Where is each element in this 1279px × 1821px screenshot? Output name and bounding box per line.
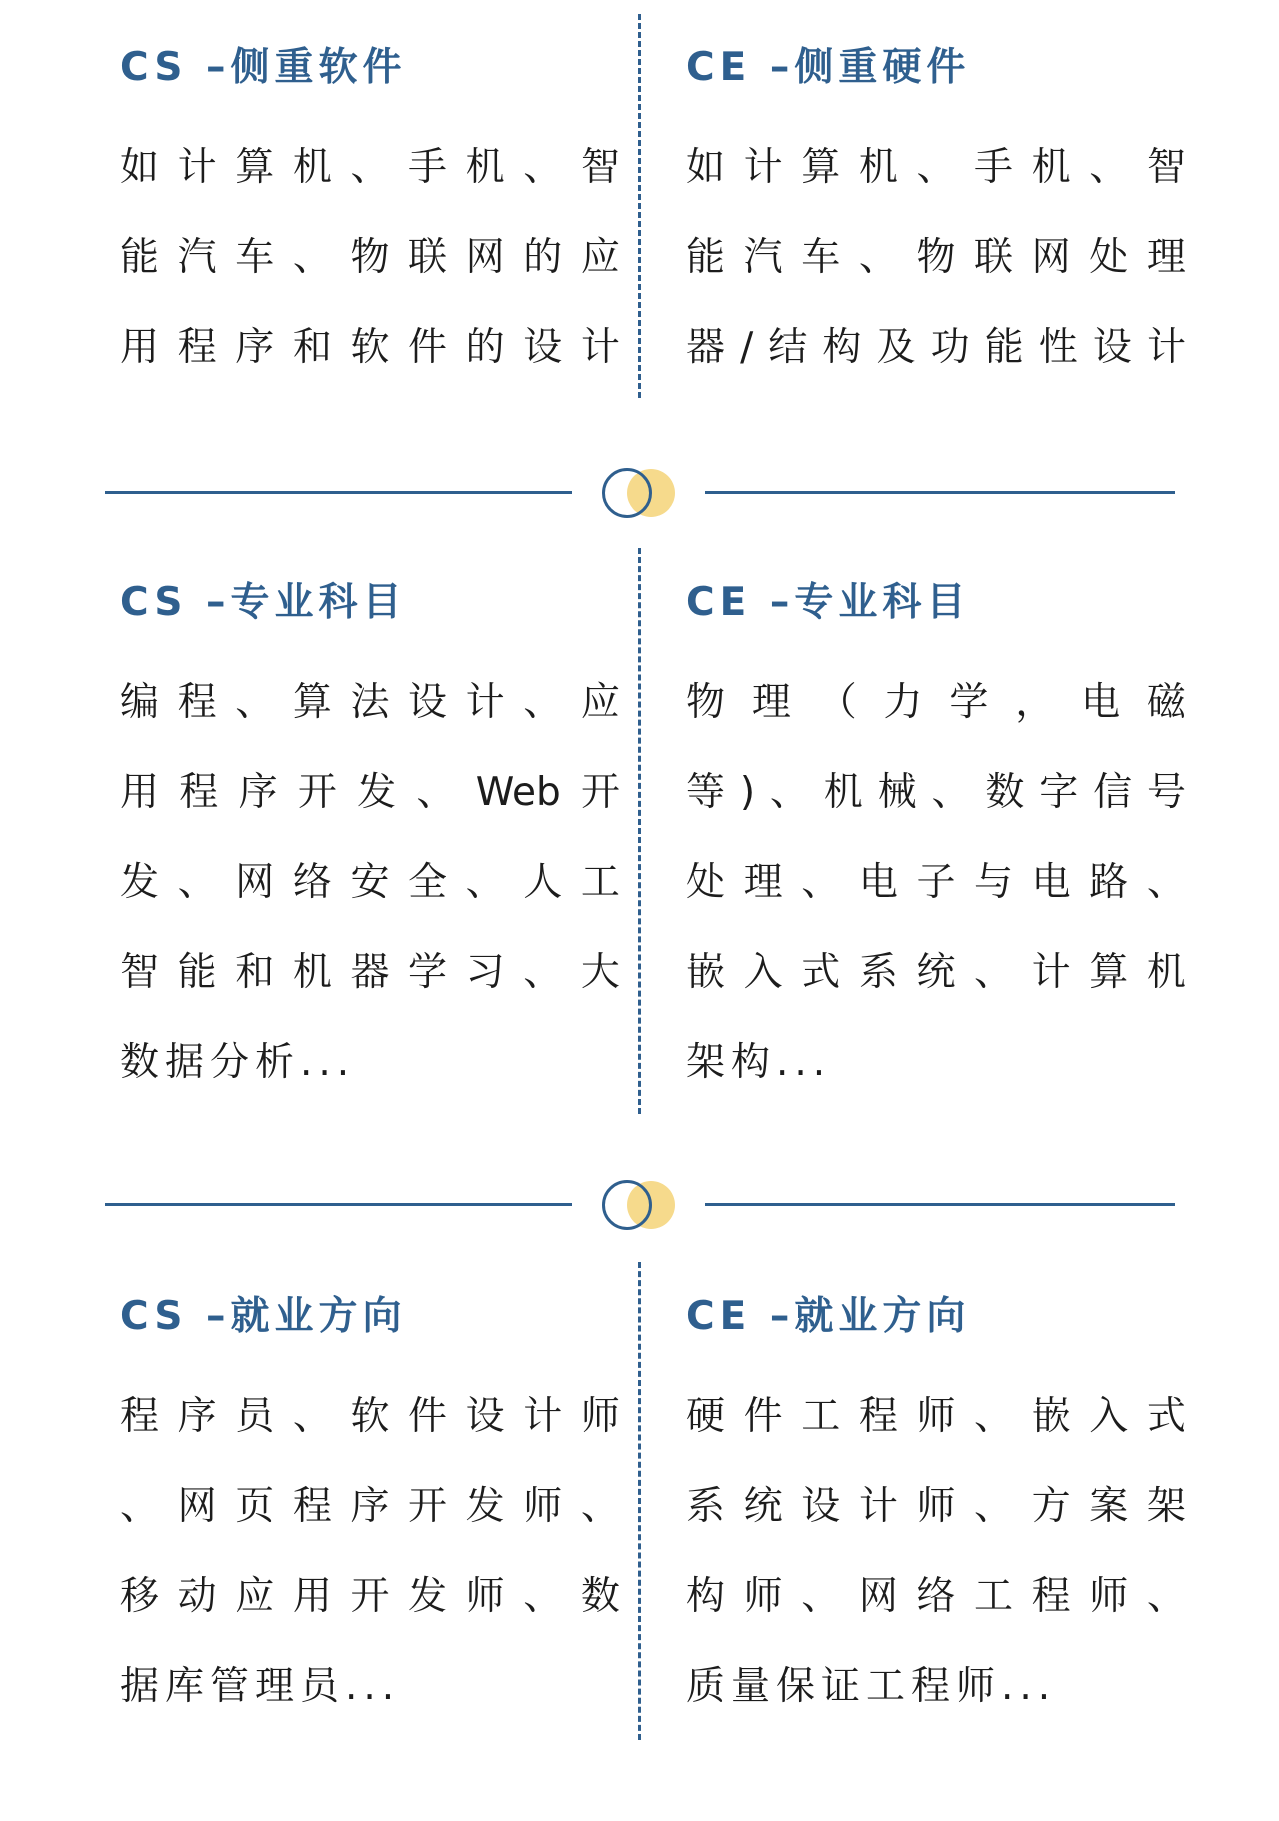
text-glyph: 计 xyxy=(1031,950,1071,995)
ce-careers-text xyxy=(686,1372,1186,1732)
text-glyph: 构 xyxy=(822,325,862,370)
text-glyph: 网 xyxy=(1031,235,1071,280)
cs-careers-column xyxy=(120,1294,620,1732)
ce-careers-heading: CE –就业方向 xyxy=(686,1294,971,1339)
text-glyph: 电 xyxy=(1031,860,1071,905)
text-glyph: 、 xyxy=(177,860,217,905)
text-glyph: 师 xyxy=(1089,1574,1129,1619)
text-glyph: 能 xyxy=(984,325,1024,370)
text-glyph: 力 xyxy=(883,680,923,725)
text-glyph: 、 xyxy=(350,145,390,190)
text-line xyxy=(686,1372,1186,1462)
divider-ring-icon xyxy=(602,1180,652,1230)
text-glyph: 机 xyxy=(1146,950,1186,995)
text-glyph: 发 xyxy=(465,1484,505,1529)
text-line xyxy=(686,303,1186,393)
text-glyph: 人 xyxy=(523,860,563,905)
text-glyph: 、 xyxy=(801,860,841,905)
text-glyph: 等 xyxy=(686,770,726,815)
text-glyph: 大 xyxy=(580,950,620,995)
text-glyph: 物 xyxy=(686,680,726,725)
cs-focus-column xyxy=(120,45,620,393)
text-glyph: 计 xyxy=(858,1484,898,1529)
text-glyph: 、 xyxy=(974,1484,1014,1529)
divider-rule-left xyxy=(105,1203,572,1206)
text-glyph: 路 xyxy=(1089,860,1129,905)
text-line: 质量保证工程师... xyxy=(686,1664,1057,1709)
ce-careers-column xyxy=(686,1294,1186,1732)
column-divider-dashed xyxy=(638,1262,641,1740)
cs-careers-heading: CS –就业方向 xyxy=(120,1294,407,1339)
text-glyph: 程 xyxy=(1031,1574,1071,1619)
text-glyph: 软 xyxy=(350,1394,390,1439)
text-glyph: 机 xyxy=(292,145,332,190)
text-glyph: 、 xyxy=(292,235,332,280)
text-glyph: 计 xyxy=(523,1394,563,1439)
text-glyph: 、 xyxy=(523,1574,563,1619)
text-glyph: 机 xyxy=(858,145,898,190)
text-glyph: 计 xyxy=(1146,325,1186,370)
text-glyph: 计 xyxy=(580,325,620,370)
text-glyph: 发 xyxy=(408,1574,448,1619)
text-glyph: 智 xyxy=(120,950,160,995)
text-glyph: 如 xyxy=(120,145,160,190)
text-glyph: 和 xyxy=(235,950,275,995)
text-glyph: 数 xyxy=(985,770,1025,815)
text-glyph: 车 xyxy=(801,235,841,280)
divider-rule-right xyxy=(705,1203,1175,1206)
text-glyph: 用 xyxy=(120,770,160,815)
text-glyph: 、 xyxy=(523,680,563,725)
text-glyph: 件 xyxy=(408,1394,448,1439)
text-glyph: 程 xyxy=(858,1394,898,1439)
section-divider xyxy=(0,462,1279,522)
text-glyph: 络 xyxy=(916,1574,956,1619)
text-glyph: 、 xyxy=(416,770,456,815)
text-glyph: 联 xyxy=(408,235,448,280)
divider-rule-left xyxy=(105,491,572,494)
text-glyph: 系 xyxy=(686,1484,726,1529)
text-glyph: 功 xyxy=(930,325,970,370)
text-glyph: 能 xyxy=(120,235,160,280)
text-glyph: 数 xyxy=(580,1574,620,1619)
text-glyph: 案 xyxy=(1089,1484,1129,1529)
text-glyph: 安 xyxy=(350,860,390,905)
text-glyph: 性 xyxy=(1038,325,1078,370)
text-glyph: 开 xyxy=(408,1484,448,1529)
text-glyph: 动 xyxy=(177,1574,217,1619)
text-glyph: 器 xyxy=(350,950,390,995)
text-line xyxy=(686,213,1186,303)
text-glyph: 发 xyxy=(357,770,397,815)
text-glyph: 如 xyxy=(686,145,726,190)
text-glyph: 全 xyxy=(408,860,448,905)
text-glyph: 设 xyxy=(801,1484,841,1529)
text-glyph: （ xyxy=(817,680,857,725)
text-glyph: 程 xyxy=(177,680,217,725)
text-glyph: 、 xyxy=(974,950,1014,995)
text-glyph: 设 xyxy=(408,680,448,725)
text-glyph: 、 xyxy=(916,145,956,190)
text-line xyxy=(120,123,620,213)
section-divider xyxy=(0,1174,1279,1234)
text-glyph: 机 xyxy=(823,770,863,815)
text-glyph: 算 xyxy=(292,680,332,725)
text-line: 数据分析... xyxy=(120,1040,356,1085)
text-glyph: 、 xyxy=(235,680,275,725)
cs-courses-heading: CS –专业科目 xyxy=(120,580,407,625)
text-glyph: 入 xyxy=(1089,1394,1129,1439)
text-glyph: 的 xyxy=(465,325,505,370)
text-glyph: 、 xyxy=(523,950,563,995)
text-glyph: 计 xyxy=(465,680,505,725)
text-glyph: 统 xyxy=(743,1484,783,1529)
text-glyph: 师 xyxy=(523,1484,563,1529)
text-line xyxy=(120,303,620,393)
divider-ring-icon xyxy=(602,468,652,518)
text-glyph: 机 xyxy=(292,950,332,995)
text-glyph: 算 xyxy=(1089,950,1129,995)
text-glyph: 程 xyxy=(120,1394,160,1439)
cs-courses-column xyxy=(120,580,620,1108)
text-glyph: 师 xyxy=(916,1484,956,1529)
text-glyph: 程 xyxy=(292,1484,332,1529)
text-line xyxy=(686,658,1186,748)
text-line xyxy=(120,658,620,748)
text-glyph: 、 xyxy=(974,1394,1014,1439)
text-line xyxy=(120,748,620,838)
text-glyph: 应 xyxy=(235,1574,275,1619)
text-glyph: 手 xyxy=(974,145,1014,190)
text-glyph: 及 xyxy=(876,325,916,370)
text-glyph: / xyxy=(740,325,754,370)
text-glyph: 、 xyxy=(801,1574,841,1619)
text-glyph: 程 xyxy=(177,325,217,370)
text-glyph: 学 xyxy=(408,950,448,995)
text-line xyxy=(686,928,1186,1018)
text-line xyxy=(686,1462,1186,1552)
text-glyph: 、 xyxy=(580,1484,620,1529)
text-glyph: 入 xyxy=(743,950,783,995)
text-glyph: 统 xyxy=(916,950,956,995)
text-glyph: 、 xyxy=(523,145,563,190)
text-glyph: 、 xyxy=(120,1484,160,1529)
text-glyph: 编 xyxy=(120,680,160,725)
text-line xyxy=(120,928,620,1018)
text-glyph: 计 xyxy=(177,145,217,190)
text-glyph: 设 xyxy=(523,325,563,370)
text-glyph: 理 xyxy=(1146,235,1186,280)
text-glyph: 物 xyxy=(916,235,956,280)
text-glyph: 用 xyxy=(120,325,160,370)
text-glyph: 智 xyxy=(1146,145,1186,190)
column-divider-dashed xyxy=(638,14,641,398)
text-line xyxy=(686,838,1186,928)
text-glyph: 页 xyxy=(235,1484,275,1529)
text-glyph: 网 xyxy=(858,1574,898,1619)
text-glyph: 方 xyxy=(1031,1484,1071,1529)
text-glyph: ， xyxy=(1015,680,1055,725)
text-glyph: 架 xyxy=(1146,1484,1186,1529)
cs-focus-heading: CS –侧重软件 xyxy=(120,45,407,90)
text-glyph: 网 xyxy=(235,860,275,905)
text-glyph: 物 xyxy=(350,235,390,280)
text-glyph: 和 xyxy=(292,325,332,370)
text-glyph: 工 xyxy=(974,1574,1014,1619)
text-glyph: 学 xyxy=(949,680,989,725)
text-glyph: 软 xyxy=(350,325,390,370)
text-glyph: 车 xyxy=(235,235,275,280)
text-glyph: 序 xyxy=(235,325,275,370)
ce-focus-text xyxy=(686,123,1186,393)
text-glyph: 网 xyxy=(465,235,505,280)
text-glyph: 算 xyxy=(801,145,841,190)
text-glyph: 电 xyxy=(1081,680,1121,725)
text-glyph: 设 xyxy=(1092,325,1132,370)
text-glyph: 工 xyxy=(580,860,620,905)
text-glyph: 嵌 xyxy=(1031,1394,1071,1439)
text-glyph: 师 xyxy=(580,1394,620,1439)
cs-careers-text xyxy=(120,1372,620,1732)
text-glyph: 、 xyxy=(931,770,971,815)
text-glyph: 、 xyxy=(292,1394,332,1439)
text-glyph: Web xyxy=(475,770,561,815)
text-glyph: 手 xyxy=(408,145,448,190)
text-glyph: 理 xyxy=(751,680,791,725)
ce-courses-heading: CE –专业科目 xyxy=(686,580,971,625)
text-glyph: 信 xyxy=(1093,770,1133,815)
text-glyph: 机 xyxy=(1031,145,1071,190)
text-line xyxy=(120,1462,620,1552)
text-glyph: 字 xyxy=(1039,770,1079,815)
text-glyph: 师 xyxy=(743,1574,783,1619)
text-glyph: 师 xyxy=(916,1394,956,1439)
text-line xyxy=(686,123,1186,213)
text-glyph: 器 xyxy=(686,325,726,370)
text-glyph: 机 xyxy=(465,145,505,190)
text-glyph: 号 xyxy=(1146,770,1186,815)
text-line xyxy=(686,748,1186,838)
text-glyph: 联 xyxy=(974,235,1014,280)
text-glyph: 网 xyxy=(177,1484,217,1529)
text-glyph: 程 xyxy=(179,770,219,815)
text-glyph: 发 xyxy=(120,860,160,905)
text-line xyxy=(120,1552,620,1642)
text-line: 架构... xyxy=(686,1040,832,1085)
text-glyph: 应 xyxy=(580,235,620,280)
text-glyph: 计 xyxy=(743,145,783,190)
ce-focus-column xyxy=(686,45,1186,393)
ce-courses-text xyxy=(686,658,1186,1108)
text-glyph: 、 xyxy=(1146,1574,1186,1619)
text-glyph: 嵌 xyxy=(686,950,726,995)
ce-courses-column xyxy=(686,580,1186,1108)
text-glyph: 硬 xyxy=(686,1394,726,1439)
text-glyph: 汽 xyxy=(177,235,217,280)
text-glyph: 络 xyxy=(292,860,332,905)
text-glyph: 结 xyxy=(768,325,808,370)
text-glyph: 系 xyxy=(858,950,898,995)
text-glyph: 师 xyxy=(465,1574,505,1619)
text-glyph: 式 xyxy=(1146,1394,1186,1439)
cs-courses-text xyxy=(120,658,620,1108)
text-glyph: 理 xyxy=(743,860,783,905)
text-glyph: 构 xyxy=(686,1574,726,1619)
text-glyph: 移 xyxy=(120,1574,160,1619)
text-glyph: 子 xyxy=(916,860,956,905)
text-line xyxy=(120,1372,620,1462)
text-glyph: 处 xyxy=(1089,235,1129,280)
text-glyph: 能 xyxy=(177,950,217,995)
text-glyph: 开 xyxy=(580,770,620,815)
text-glyph: 用 xyxy=(292,1574,332,1619)
text-line xyxy=(686,1552,1186,1642)
text-glyph: 式 xyxy=(801,950,841,995)
text-glyph: 与 xyxy=(974,860,1014,905)
divider-rule-right xyxy=(705,491,1175,494)
text-glyph: 算 xyxy=(235,145,275,190)
text-glyph: 能 xyxy=(686,235,726,280)
text-glyph: 序 xyxy=(177,1394,217,1439)
text-line xyxy=(120,213,620,303)
text-glyph: 、 xyxy=(858,235,898,280)
ce-focus-heading: CE –侧重硬件 xyxy=(686,45,971,90)
text-glyph: 设 xyxy=(465,1394,505,1439)
text-glyph: 开 xyxy=(350,1574,390,1619)
text-glyph: 习 xyxy=(465,950,505,995)
text-glyph: 员 xyxy=(235,1394,275,1439)
text-glyph: 械 xyxy=(877,770,917,815)
text-glyph: 、 xyxy=(1146,860,1186,905)
text-glyph: 序 xyxy=(238,770,278,815)
text-glyph: ) xyxy=(739,770,756,815)
text-line: 据库管理员... xyxy=(120,1664,401,1709)
text-glyph: 、 xyxy=(1089,145,1129,190)
column-divider-dashed xyxy=(638,548,641,1114)
text-glyph: 的 xyxy=(523,235,563,280)
cs-focus-text xyxy=(120,123,620,393)
text-glyph: 件 xyxy=(408,325,448,370)
text-glyph: 应 xyxy=(580,680,620,725)
text-glyph: 序 xyxy=(350,1484,390,1529)
text-glyph: 处 xyxy=(686,860,726,905)
text-glyph: 开 xyxy=(297,770,337,815)
text-glyph: 汽 xyxy=(743,235,783,280)
text-glyph: 件 xyxy=(743,1394,783,1439)
text-glyph: 工 xyxy=(801,1394,841,1439)
text-glyph: 、 xyxy=(465,860,505,905)
text-glyph: 法 xyxy=(350,680,390,725)
text-line xyxy=(120,838,620,928)
text-glyph: 磁 xyxy=(1146,680,1186,725)
text-glyph: 智 xyxy=(580,145,620,190)
text-glyph: 电 xyxy=(858,860,898,905)
text-glyph: 、 xyxy=(769,770,809,815)
